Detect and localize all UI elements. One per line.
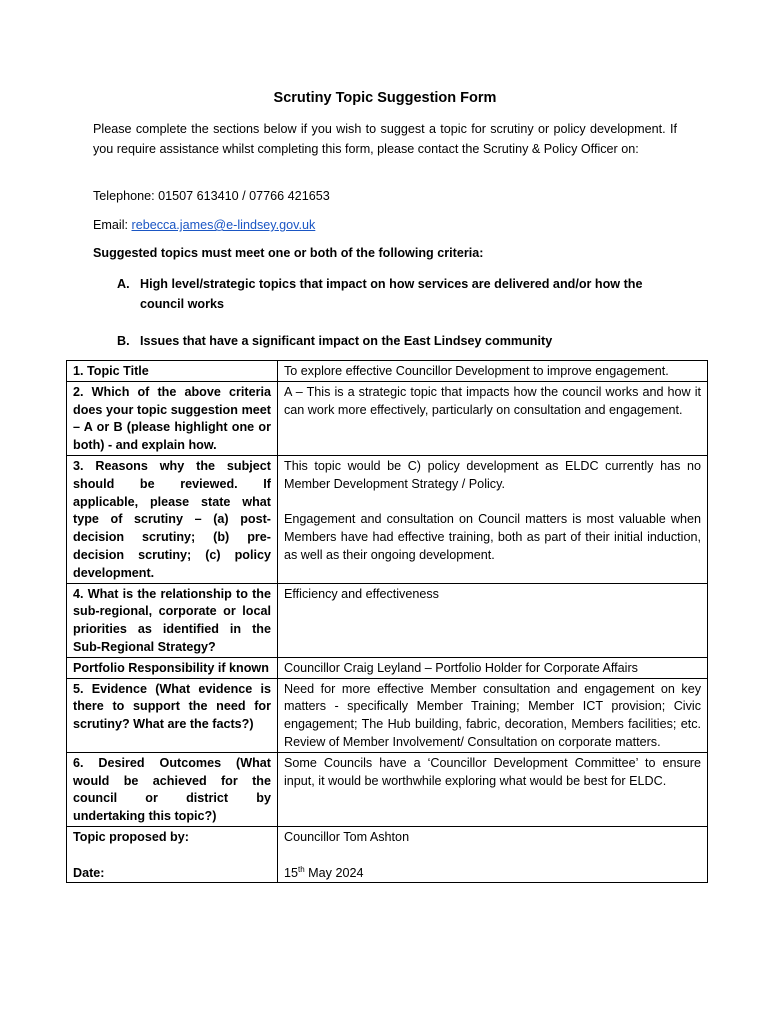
proposer-name: Councillor Tom Ashton: [284, 829, 410, 844]
criteria-text: High level/strategic topics that impact on how services are delivered and/or how the council works: [140, 277, 643, 311]
question-cell: Portfolio Responsibility if known: [67, 657, 278, 678]
answer-cell: To explore effective Councillor Development to improve engagement.: [278, 361, 708, 382]
answer-cell: A – This is a strategic topic that impacts how the council works and how it can work more effectively, particularly on consultation and engagement.: [278, 381, 708, 455]
table-row: [67, 583, 708, 657]
table-row: [67, 678, 708, 752]
table-row: [67, 657, 708, 678]
proposal-date: [284, 865, 701, 883]
answer-cell: Need for more effective Member consultation and engagement on key matters - specifically Member Training; Member ICT provision; Civic engagement; The Hub building, fabric, decoration, Members facilities; etc. Review of Member Involvement/ Consultation on corporate matters.: [278, 678, 708, 752]
table-row: [67, 752, 708, 826]
table-row: [67, 826, 708, 882]
date-label: Date:: [73, 865, 105, 880]
email-link[interactable]: rebecca.james@e-lindsey.gov.uk: [131, 218, 316, 232]
date-rest: May 2024: [304, 865, 364, 880]
answer-cell: Some Councils have a ‘Councillor Development Committee’ to ensure input, it would be worthwhile exploring what would be best for ELDC.: [278, 752, 708, 826]
criteria-label: B.: [117, 334, 130, 348]
answer-cell: Efficiency and effectiveness: [278, 583, 708, 657]
question-cell: 6. Desired Outcomes (What would be achieved for the council or district by undertaking this topic?): [67, 752, 278, 826]
criteria-text: Issues that have a significant impact on the East Lindsey community: [140, 334, 553, 348]
suggestion-table: [66, 360, 708, 883]
answer-paragraph: This topic would be C) policy development as ELDC currently has no Member Development Strategy / Policy.: [284, 458, 701, 491]
date-suffix: th: [298, 864, 305, 874]
criteria-item-b: [117, 332, 677, 352]
question-cell: 3. Reasons why the subject should be reviewed. If applicable, please state what type of scrutiny – (a) post-decision scrutiny; (b) pre-decision scrutiny; (c) policy development.: [67, 455, 278, 583]
paragraph-spacer: [284, 494, 701, 512]
answer-cell: [278, 455, 708, 583]
paragraph-spacer: [73, 847, 271, 865]
paragraph-spacer: [284, 847, 701, 865]
table-row: [67, 455, 708, 583]
criteria-heading: Suggested topics must meet one or both of the following criteria:: [93, 246, 484, 260]
page-title: Scrutiny Topic Suggestion Form: [273, 90, 497, 106]
date-day: 15: [284, 865, 299, 880]
intro-paragraph: Please complete the sections below if you wish to suggest a topic for scrutiny or policy development. If you require assistance whilst completing this form, please contact the Scrutiny & Policy Officer on:: [93, 122, 677, 156]
table-row: [67, 381, 708, 455]
answer-paragraph: Engagement and consultation on Council matters is most valuable when Members have had effective training, both as part of their initial induction, as well as their ongoing development.: [284, 512, 701, 562]
question-cell: [67, 826, 278, 882]
question-cell: 5. Evidence (What evidence is there to support the need for scrutiny? What are the facts?): [67, 678, 278, 752]
answer-cell: [278, 826, 708, 882]
question-cell: 4. What is the relationship to the sub-regional, corporate or local priorities as identified in the Sub-Regional Strategy?: [67, 583, 278, 657]
answer-cell: Councillor Craig Leyland – Portfolio Holder for Corporate Affairs: [278, 657, 708, 678]
email-label: Email:: [93, 218, 132, 232]
question-cell: 1. Topic Title: [67, 361, 278, 382]
table-row: [67, 361, 708, 382]
criteria-item-a: [117, 275, 677, 314]
proposed-by-label: Topic proposed by:: [73, 829, 189, 844]
criteria-label: A.: [117, 277, 130, 291]
email-line: [93, 218, 315, 232]
question-cell: 2. Which of the above criteria does your topic suggestion meet – A or B (please highlight one or both) - and explain how.: [67, 381, 278, 455]
telephone-line: Telephone: 01507 613410 / 07766 421653: [93, 189, 330, 203]
